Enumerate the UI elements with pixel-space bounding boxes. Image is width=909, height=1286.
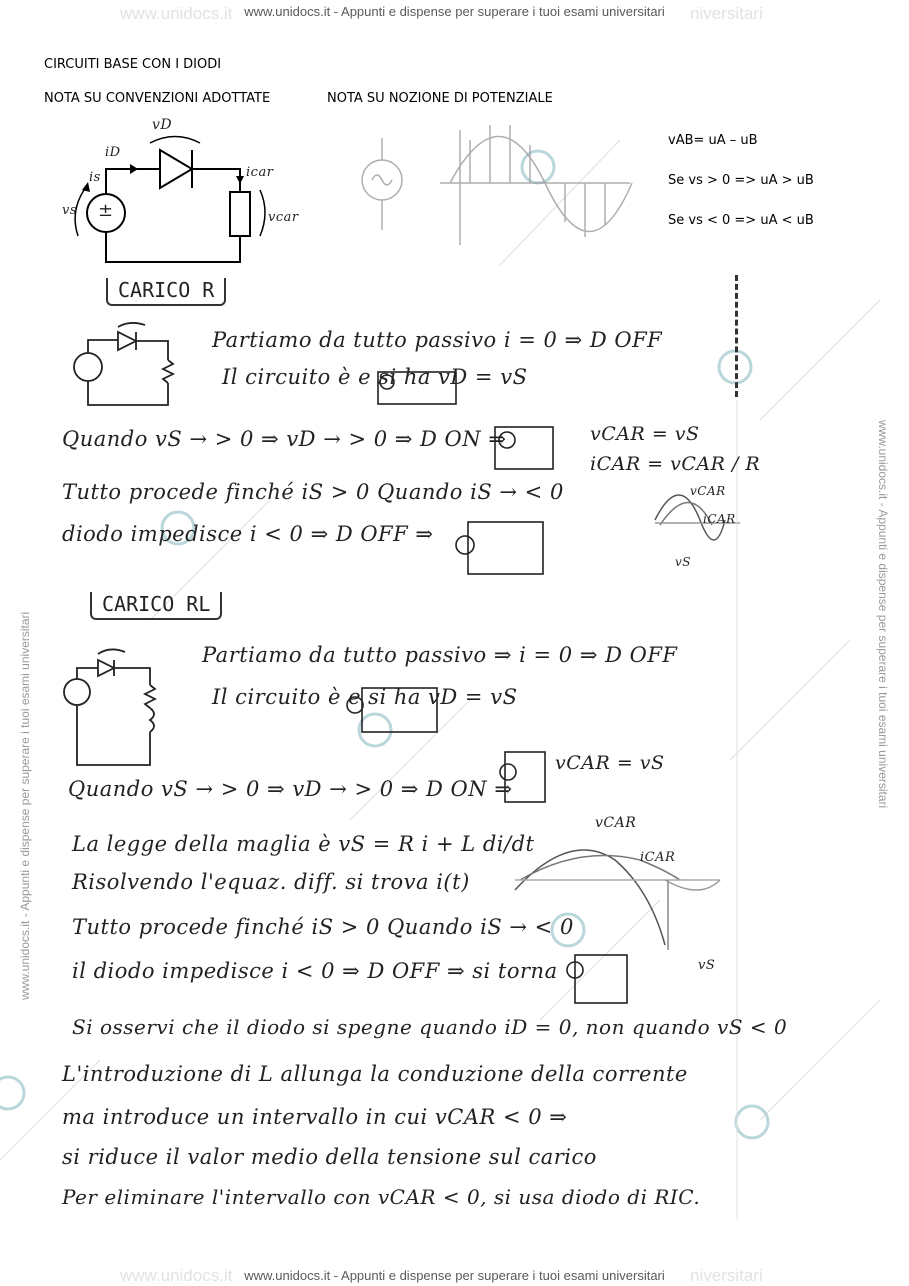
note-r-line-5: iCAR = vCAR / R [590,453,761,475]
note-rl-line-4: vCAR = vS [555,752,665,774]
diode-icon [160,150,192,188]
note-rl-line-12: si riduce il valor medio della tensione sul carico [62,1145,597,1169]
note-rl-line-11: ma introduce un intervallo in cui vCAR < 0 ⇒ [62,1105,568,1129]
resistor-icon [145,685,155,708]
diode-icon [98,660,114,676]
label-icar: icar [246,165,274,180]
voltage-source-icon [74,353,102,381]
sketch-r-circuit-off [74,323,173,405]
note-rl-line-10: L'introduzione di L allunga la conduzione della corrente [62,1062,688,1086]
document-title: CIRCUITI BASE CON I DIODI [44,57,222,72]
conventions-heading: NOTA SU CONVENZIONI ADOTTATE [44,91,271,106]
watermark-ghost-left-bottom: www.unidocs.it [120,1266,233,1285]
note-rl-line-8: il diodo impedisce i < 0 ⇒ D OFF ⇒ si torna [72,959,558,983]
section-carico-rl-label: CARICO RL [90,592,222,620]
potential-formula-3: Se vs < 0 => uA < uB [668,213,814,228]
watermark-top: www.unidocs.it - Appunti e dispense per superare i tuoi esami universitari [244,4,665,19]
note-rl-line-3: Quando vS → > 0 ⇒ vD → > 0 ⇒ D ON ⇒ [68,777,513,801]
note-rl-line-2: Il circuito è e si ha vD = vS [212,685,518,709]
label-vs: vs [62,203,78,218]
label-id: iD [105,145,121,160]
potential-formula-1: vAB= uA – uB [668,133,758,148]
watermark-logo-icon [522,151,554,183]
plot-rl-label-icar: iCAR [640,850,676,865]
sketch-r-circuit-off-final [456,522,543,574]
potential-heading: NOTA SU NOZIONE DI POTENZIALE [327,91,553,106]
note-r-line-4: vCAR = vS [590,423,700,445]
note-r-line-2: Il circuito è e si ha vD = vS [222,365,528,389]
watermark-side-left: www.unidocs.it - Appunti e dispense per superare i tuoi esami universitari [18,611,32,1000]
watermark-bottom: www.unidocs.it - Appunti e dispense per superare i tuoi esami universitari [244,1268,665,1283]
watermark-ghost-left-top: www.unidocs.it [120,4,233,23]
potential-sketch [362,125,632,245]
voltage-source-icon [64,679,90,705]
note-rl-line-13: Per eliminare l'intervallo con vCAR < 0, si usa diodo di RIC. [62,1185,701,1209]
sketch-rl-circuit-off [64,649,155,765]
sketch-rl-circuit-back [567,955,627,1003]
label-is: is [89,170,101,185]
plot-r-label-vs: vS [675,555,691,569]
note-r-line-3: Quando vS → > 0 ⇒ vD → > 0 ⇒ D ON ⇒ [62,427,507,451]
watermark-logo-icon [736,1106,768,1138]
watermark-ghost-right-bottom: niversitari [690,1266,763,1285]
plot-r-label-vcar: vCAR [690,484,726,498]
plot-rl-label-vs: vS [698,958,716,973]
note-r-line-1: Partiamo da tutto passivo i = 0 ⇒ D OFF [212,328,663,352]
plot-r-label-icar: iCAR [703,512,736,526]
potential-formula-2: Se vs > 0 => uA > uB [668,173,814,188]
note-r-line-6: Tutto procede finché iS > 0 Quando iS → < 0 [62,480,564,504]
diode-icon [118,332,136,350]
watermark-side-right: www.unidocs.it - Appunti e dispense per superare i tuoi esami universitari [876,420,890,809]
label-vcar: vcar [268,210,299,225]
load-resistor-icon [230,192,250,236]
resistor-icon [163,360,173,383]
note-rl-line-9: Si osservi che il diodo si spegne quando iD = 0, non quando vS < 0 [72,1015,788,1039]
plot-rl-label-vcar: vCAR [595,815,637,831]
note-rl-line-6: Risolvendo l'equaz. diff. si trova i(t) [72,870,470,894]
note-rl-line-1: Partiamo da tutto passivo ⇒ i = 0 ⇒ D OFF [202,643,678,667]
watermark-ghost-right-top: niversitari [690,4,763,23]
label-vd: vD [152,117,173,133]
label-source-sign: ± [98,200,114,221]
note-r-line-7: diodo impedisce i < 0 ⇒ D OFF ⇒ [62,522,434,546]
inductor-icon [150,708,154,732]
note-rl-line-5: La legge della maglia è vS = R i + L di/dt [72,832,535,856]
note-rl-line-7: Tutto procede finché iS > 0 Quando iS → < 0 [72,915,574,939]
watermark-logo-icon [359,714,391,746]
watermark-logo-icon [0,1077,24,1109]
dashed-marker [735,275,738,397]
section-carico-r-label: CARICO R [106,278,226,306]
